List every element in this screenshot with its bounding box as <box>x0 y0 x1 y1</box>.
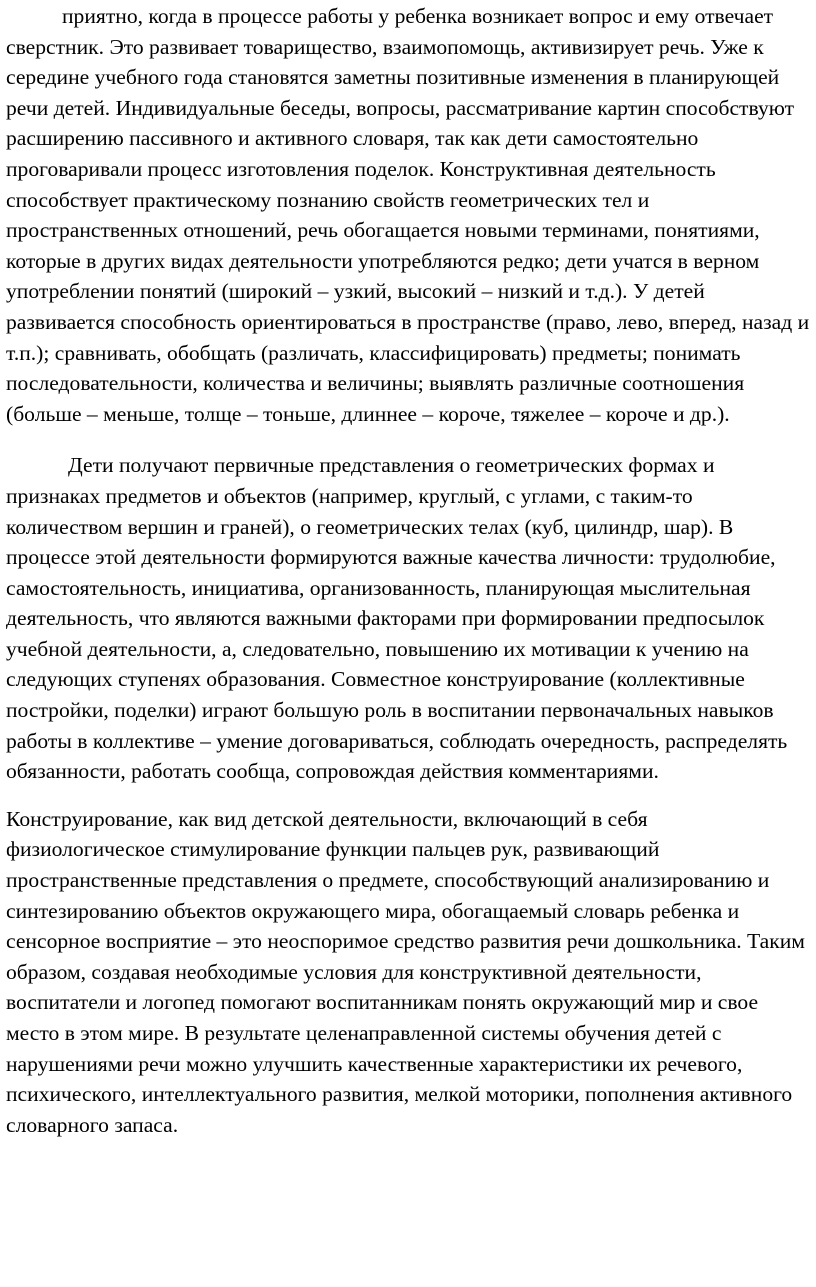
paragraph-1 <box>6 1 810 429</box>
paragraph-2 <box>6 450 810 787</box>
paragraph-3-text: Конструирование, как вид детской деятельности, включающий в себя физиологическое стимулирование функции пальцев рук, развивающий пространственные представления о предмете, способствующий анализированию и синтезированию объектов окружающего мира, обогащаемый словарь ребенка и сенсорное восприятие – это неоспоримое средство развития речи дошкольника. Таким образом, создавая необходимые условия для конструктивной деятельности, воспитатели и логопед помогают воспитанникам понять окружающий мир и свое место в этом мире. В результате целенаправленной системы обучения детей с нарушениями речи можно улучшить качественные характеристики их речевого, психического, интеллектуального развития, мелкой моторики, пополнения активного словарного запаса. <box>6 806 805 1137</box>
paragraph-2-text: Дети получают первичные представления о геометрических формах и признаках предметов и объектов (например, круглый, с углами, с таким-то количеством вершин и граней), о геометрических телах (куб, цилиндр, шар). В процессе этой деятельности формируются важные качества личности: трудолюбие, самостоятельность, инициатива, организованность, планирующая мыслительная деятельность, что являются важными факторами при формировании предпосылок учебной деятельности, а, следовательно, повышению их мотивации к учению на следующих ступенях образования. Совместное конструирование (коллективные постройки, поделки) играют большую роль в воспитании первоначальных навыков работы в коллективе – умение договариваться, соблюдать очередность, распределять обязанности, работать сообща, сопровождая действия комментариями. <box>6 453 788 784</box>
paragraph-3 <box>6 804 810 1141</box>
paragraph-1-text: приятно, когда в процессе работы у ребенка возникает вопрос и ему отвечает сверстник. Это развивает товарищество, взаимопомощь, активизирует речь. Уже к середине учебного года становятся заметны позитивные изменения в планирующей речи детей. Индивидуальные беседы, вопросы, рассматривание картин способствуют расширению пассивного и активного словаря, так как дети самостоятельно проговаривали процесс изготовления поделок. Конструктивная деятельность способствует практическому познанию свойств геометрических тел и пространственных отношений, речь обогащается новыми терминами, понятиями, которые в других видах деятельности употребляются редко; дети учатся в верном употреблении понятий (широкий – узкий, высокий – низкий и т.д.). У детей развивается способность ориентироваться в пространстве (право, лево, вперед, назад и т.п.); сравнивать, обобщать (различать, классифицировать) предметы; понимать последовательности, количества и величины; выявлять различные соотношения (больше – меньше, толще – тоньше, длиннее – короче, тяжелее – короче и др.). <box>6 4 810 426</box>
